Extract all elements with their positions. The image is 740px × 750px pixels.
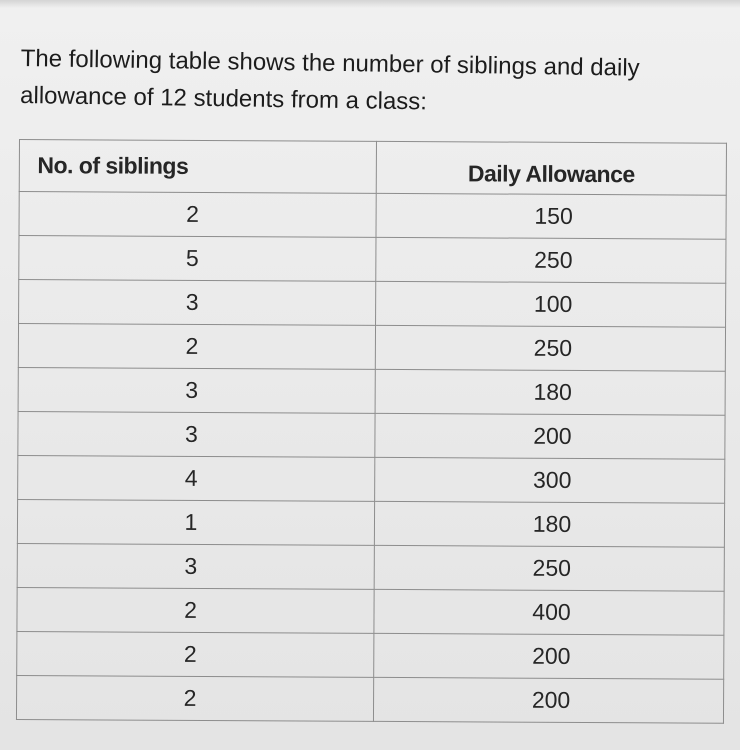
intro-line-2: allowance of 12 students from a class: [19,81,428,116]
siblings-cell: 2 [18,324,375,370]
table-row [18,324,725,372]
table-row [17,543,724,591]
page-edge-shadow [0,0,740,8]
allowance-cell: 100 [376,281,726,327]
allowance-cell: 300 [375,457,725,503]
header-daily-allowance: Daily Allowance [376,141,726,195]
allowance-cell: 400 [374,589,724,635]
table-row [17,631,724,679]
siblings-cell: 2 [17,587,374,633]
table-row [16,675,723,723]
allowance-cell: 200 [373,677,723,723]
siblings-cell: 1 [17,499,374,545]
siblings-cell: 3 [18,367,375,413]
allowance-cell: 150 [376,193,726,239]
intro-line-1: The following table shows the number of siblings and daily [20,44,640,82]
table-row [19,236,726,284]
table-row [19,192,726,240]
allowance-cell: 180 [374,501,724,547]
table-row [18,455,725,503]
allowance-cell: 180 [375,369,725,415]
allowance-cell: 200 [374,633,724,679]
siblings-cell: 5 [19,236,376,282]
siblings-cell: 3 [17,543,374,589]
siblings-cell: 3 [19,280,376,326]
siblings-allowance-table [16,139,727,724]
table-row [18,411,725,459]
siblings-cell: 2 [16,675,373,721]
allowance-cell: 250 [375,325,725,371]
allowance-cell: 250 [374,545,724,591]
table-row [18,367,725,415]
siblings-cell: 3 [18,411,375,457]
siblings-cell: 2 [19,192,376,238]
table-row [17,499,724,547]
allowance-cell: 250 [376,237,726,283]
table-row [17,587,724,635]
allowance-cell: 200 [375,413,725,459]
table-row [19,280,726,328]
siblings-cell: 4 [18,455,375,501]
header-siblings: No. of siblings [19,140,376,194]
intro-text [20,40,721,125]
siblings-allowance-table-wrapper [16,139,727,724]
siblings-cell: 2 [17,631,374,677]
table-header-row [19,140,726,196]
